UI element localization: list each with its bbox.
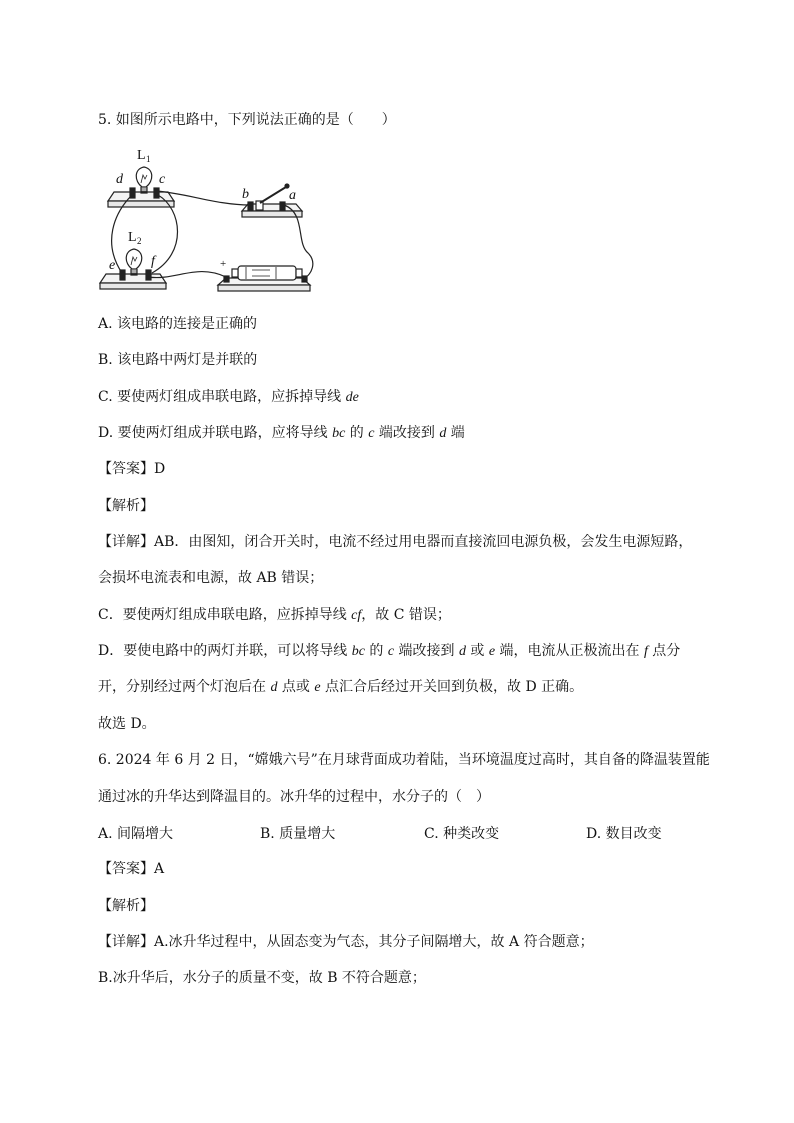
terminal-b-label: b [242, 187, 249, 202]
q5-detail-4-e: 端，电流从正极流出在 [495, 643, 644, 659]
circuit-diagram [96, 143, 320, 299]
lamp-l1-bulb [136, 167, 152, 193]
q5-detail-3-end: ，故 C 错误； [361, 607, 451, 623]
q5-detail-4-a: D．要使电路中的两灯并联，可以将导线 [98, 643, 352, 659]
terminal-c-label: c [159, 172, 166, 187]
q5-detail-3-text: C．要使两灯组成串联电路，应拆掉导线 [98, 607, 352, 623]
battery [218, 266, 310, 291]
terminal-d-label: d [116, 172, 123, 187]
q5-detail-line-1: 【详解】AB．由图知，闭合开关时，电流不经过用电器而直接流回电源负极，会发生电源短路， [98, 534, 693, 550]
q5-option-d-text2: 的 [345, 425, 369, 441]
q5-option-d-text: D. 要使两灯组成并联电路，应将导线 [98, 425, 333, 441]
q6-stem-line-1: 6. 2024 年 6 月 2 日，“嫦娥六号”在月球背面成功着陆，当环境温度过高时，其自备的降温装置能 [98, 752, 710, 768]
battery-plus-label: + [220, 258, 227, 270]
q5-option-d-text3: 端改接到 [374, 425, 440, 441]
terminal-f-label: f [151, 254, 155, 269]
q5-detail-4-v1: bc [351, 644, 365, 659]
lamp-l1-subscript: 1 [146, 154, 151, 164]
q5-answer: 【答案】D [98, 461, 166, 477]
q5-option-b: B. 该电路中两灯是并联的 [98, 352, 258, 368]
q6-answer: 【答案】A [98, 861, 165, 877]
q6-option-b: B. 质量增大 [260, 826, 336, 842]
lamp-l2-bulb [126, 249, 142, 275]
lamp-l1-label: L [137, 148, 146, 163]
q5-detail-line-2: 会损坏电流表和电源，故 AB 错误； [98, 570, 324, 586]
q6-detail-line-1: 【详解】A.冰升华过程中，从固态变为气态，其分子间隔增大，故 A 符合题意； [98, 934, 594, 950]
wire-de: de [345, 390, 359, 405]
q5-detail-4-v2: c [387, 644, 395, 659]
q5-conclusion: 故选 D。 [98, 716, 156, 732]
q5-detail-line-4 [98, 641, 680, 662]
q5-detail-5-a: 开，分别经过两个灯泡后在 [98, 679, 271, 695]
lamp-l2-label: L [128, 230, 137, 245]
q6-analysis-title: 【解析】 [98, 898, 154, 914]
q5-detail-5-v1: d [270, 680, 278, 695]
q5-detail-5-b: 点或 [277, 679, 315, 695]
terminal-e-label: e [109, 258, 116, 273]
q5-option-c-text: C. 要使两灯组成串联电路，应拆掉导线 [98, 389, 346, 405]
q5-analysis-title: 【解析】 [98, 498, 154, 514]
q5-option-c [98, 387, 359, 408]
q6-option-c: C. 种类改变 [424, 826, 500, 842]
terminal-a-label: a [289, 188, 296, 203]
q5-detail-line-3 [98, 605, 451, 626]
lamp-l2-subscript: 2 [137, 236, 142, 246]
q5-detail-4-f: 点分 [647, 643, 681, 659]
q5-detail-4-d: 或 [465, 643, 489, 659]
q5-detail-4-b: 的 [364, 643, 388, 659]
battery-minus-label: − [301, 276, 308, 288]
q5-detail-4-v3: d [458, 644, 466, 659]
wire-cf: cf [351, 608, 362, 623]
q5-detail-4-v4: e [488, 644, 496, 659]
q6-options [98, 823, 698, 843]
q5-detail-5-c: 点汇合后经过开关回到负极，故 D 正确。 [320, 679, 584, 695]
q5-detail-5-v2: e [314, 680, 321, 695]
q6-option-a: A. 间隔增大 [98, 826, 174, 842]
q5-option-d [98, 423, 465, 444]
q5-option-d-text4: 端 [446, 425, 465, 441]
q5-stem: 5. 如图所示电路中，下列说法正确的是（ ） [98, 112, 396, 128]
wire-bc: bc [332, 426, 346, 441]
q6-option-d: D. 数目改变 [586, 826, 662, 842]
terminal-d: d [439, 426, 447, 441]
q6-detail-line-2: B.冰升华后，水分子的质量不变，故 B 不符合题意； [98, 970, 426, 986]
q5-detail-line-5 [98, 677, 583, 698]
q5-detail-4-v5: f [643, 644, 648, 659]
q6-stem-line-2: 通过冰的升华达到降温目的。冰升华的过程中，水分子的（ ） [98, 789, 490, 805]
q5-detail-4-c: 端改接到 [394, 643, 459, 659]
q5-option-a: A. 该电路的连接是正确的 [98, 316, 258, 332]
terminal-c: c [368, 426, 375, 441]
